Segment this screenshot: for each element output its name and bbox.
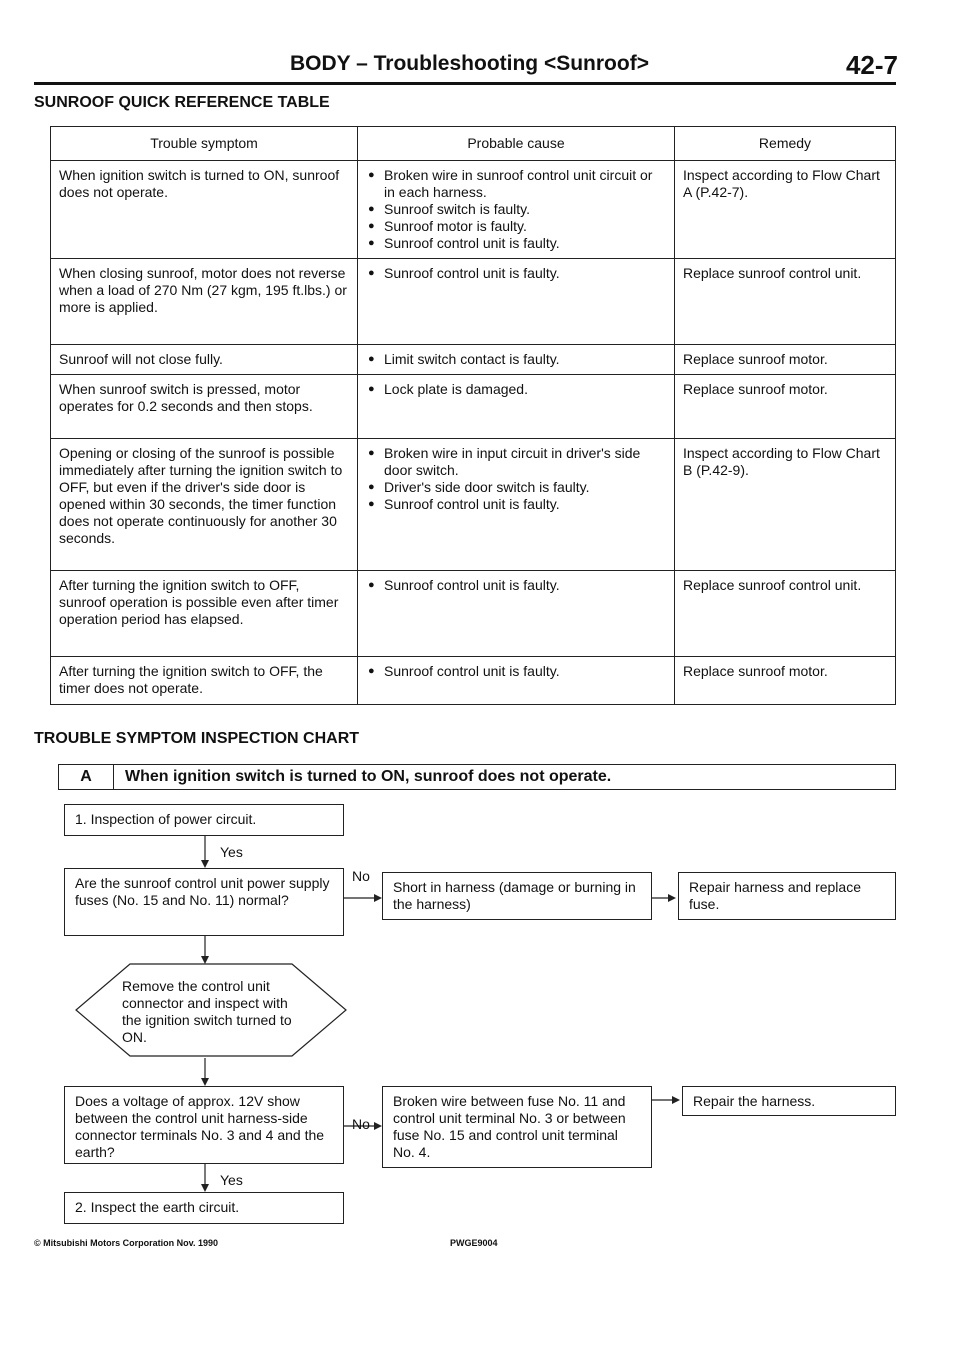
remedy-cell: Replace sunroof control unit. [675,259,896,345]
cause-item: ● Limit switch contact is faulty. [384,351,666,368]
header-title: BODY – Troubleshooting <Sunroof> [290,52,649,75]
procedure-text: Remove the control unit connector and inspect with the ignition switch turned to ON. [122,978,292,1045]
yes-label: Yes [220,844,243,860]
no-label: No [352,868,370,884]
remedy-cell: Inspect according to Flow Chart A (P.42-7). [675,161,896,259]
cause-item: ● Sunroof control unit is faulty. [384,663,666,680]
footer-code: PWGE9004 [450,1238,498,1248]
page-number: 42-7 [845,50,898,80]
inspection-chart-title: TROUBLE SYMPTOM INSPECTION CHART [34,730,360,747]
q1-no-cause-box: Short in harness (damage or burning in the harness) [382,872,652,920]
question-1-box: Are the sunroof control unit power supply fuses (No. 15 and No. 11) normal? [64,868,344,936]
chart-letter: A [59,765,114,789]
no-label: No [352,1116,370,1132]
symptom-cell: When closing sunroof, motor does not reverse when a load of 270 Nm (27 kgm, 195 ft.lbs.) or more is applied. [51,259,358,345]
symptom-cell: After turning the ignition switch to OFF, the timer does not operate. [51,657,358,705]
cause-item: ● Driver's side door switch is faulty. [384,479,666,496]
column-header-remedy: Remedy [675,127,896,161]
cause-item: ● Sunroof switch is faulty. [384,201,666,218]
q2-no-remedy-box: Repair the harness. [682,1086,896,1116]
cause-item: ● Sunroof control unit is faulty. [384,265,666,282]
symptom-cell: When sunroof switch is pressed, motor operates for 0.2 seconds and then stops. [51,375,358,439]
cause-item: ● Broken wire in input circuit in driver's side door switch. [384,445,666,479]
remedy-cell: Replace sunroof motor. [675,657,896,705]
cause-item: ● Broken wire in sunroof control unit circuit or in each harness. [384,167,666,201]
cause-item: ● Sunroof control unit is faulty. [384,235,666,252]
remedy-cell: Inspect according to Flow Chart B (P.42-9). [675,439,896,571]
symptom-cell: After turning the ignition switch to OFF, sunroof operation is possible even after timer operation period has elapsed. [51,571,358,657]
cause-item: ● Sunroof control unit is faulty. [384,496,666,513]
symptom-cell: When ignition switch is turned to ON, sunroof does not operate. [51,161,358,259]
column-header-symptom: Trouble symptom [51,127,358,161]
remedy-cell: Replace sunroof motor. [675,345,896,375]
chart-heading-text: When ignition switch is turned to ON, sunroof does not operate. [125,768,612,785]
q2-no-cause-box: Broken wire between fuse No. 11 and control unit terminal No. 3 or between fuse No. 15 and control unit terminal No. 4. [382,1086,652,1168]
footer-copyright: © Mitsubishi Motors Corporation Nov. 1990 [34,1238,218,1248]
yes-label: Yes [220,1172,243,1188]
column-header-cause: Probable cause [358,127,675,161]
cause-item: ● Lock plate is damaged. [384,381,666,398]
cause-item: ● Sunroof motor is faulty. [384,218,666,235]
step-1-box: 1. Inspection of power circuit. [64,804,344,836]
cause-item: ● Sunroof control unit is faulty. [384,577,666,594]
q1-no-remedy-box: Repair harness and replace fuse. [678,872,896,920]
remedy-cell: Replace sunroof motor. [675,375,896,439]
remedy-cell: Replace sunroof control unit. [675,571,896,657]
symptom-cell: Sunroof will not close fully. [51,345,358,375]
question-2-box: Does a voltage of approx. 12V show between the control unit harness-side connector terminals No. 3 and 4 and the earth? [64,1086,344,1164]
quick-reference-title: SUNROOF QUICK REFERENCE TABLE [34,94,330,111]
symptom-cell: Opening or closing of the sunroof is possible immediately after turning the ignition switch to OFF, but even if the driver's side door is opened within 30 seconds, the timer function does not operate continuously for another 30 seconds. [51,439,358,571]
step-2-box: 2. Inspect the earth circuit. [64,1192,344,1224]
